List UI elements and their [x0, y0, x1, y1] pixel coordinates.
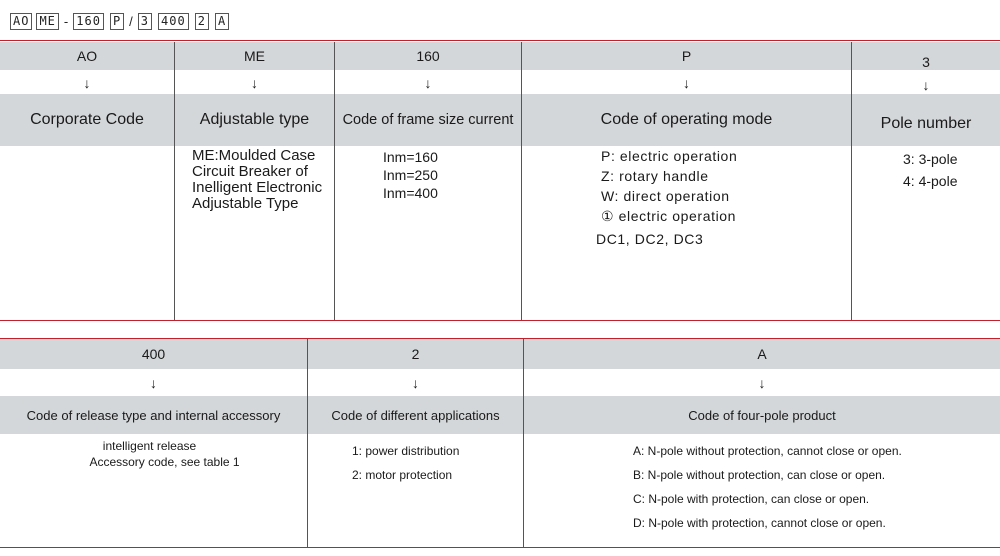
code-slash: /	[129, 13, 133, 29]
arrow-down-icon: ↓	[412, 375, 419, 391]
description-line: Circuit Breaker of	[192, 163, 308, 180]
adjustable-type-description	[192, 148, 322, 212]
column-divider	[307, 339, 308, 547]
list-item: B: N-pole without protection, can close or open.	[633, 468, 886, 482]
description-line: Inelligent Electronic	[192, 179, 323, 196]
code-cell-me: ME	[244, 48, 265, 64]
arrow-down-icon: ↓	[251, 75, 258, 91]
table2-bottom-rule	[0, 547, 1000, 548]
column-divider	[523, 339, 524, 547]
list-item: D: N-pole with protection, cannot close or open.	[633, 516, 886, 530]
heading-four-pole-product: Code of four-pole product	[688, 407, 836, 423]
code-segment-400: 400	[158, 13, 189, 30]
operating-mode-dc-line: DC1, DC2, DC3	[596, 231, 704, 247]
list-item: Z: rotary handle	[601, 168, 709, 184]
list-item: ① electric operation	[601, 208, 737, 224]
arrow-down-icon: ↓	[150, 375, 157, 391]
operating-mode-list	[601, 146, 737, 226]
description-line: Accessory code, see table 1	[89, 455, 240, 469]
release-type-description	[0, 438, 307, 470]
code-cell-3: 3	[922, 54, 930, 70]
arrow-down-icon: ↓	[683, 75, 690, 91]
list-item: P: electric operation	[601, 148, 738, 164]
frame-size-list	[383, 148, 438, 202]
description-line: ME:Moulded Case	[192, 147, 316, 164]
heading-pole-number: Pole number	[880, 115, 972, 132]
model-code-line	[10, 12, 229, 30]
four-pole-product-list	[633, 439, 902, 535]
arrow-down-icon: ↓	[424, 75, 432, 91]
table1-top-rule	[0, 40, 1000, 41]
code-cell-a: A	[757, 346, 767, 362]
list-item: Inm=250	[383, 167, 438, 183]
list-item: Inm=160	[383, 149, 438, 165]
code-segment-a: A	[215, 13, 229, 30]
code-segment-3: 3	[138, 13, 152, 30]
list-item: Inm=400	[383, 185, 438, 201]
heading-adjustable-type: Adjustable type	[199, 111, 310, 128]
applications-list	[352, 439, 459, 487]
arrow-down-icon: ↓	[922, 77, 930, 93]
arrow-down-icon: ↓	[758, 375, 766, 391]
code-cell-ao: AO	[76, 48, 98, 64]
heading-corporate-code: Corporate Code	[30, 111, 144, 128]
code-cell-2: 2	[411, 346, 420, 362]
list-item: W: direct operation	[601, 188, 730, 204]
list-item: 1: power distribution	[352, 444, 460, 458]
code-cell-160: 160	[416, 48, 440, 64]
list-item: 3: 3-pole	[903, 151, 958, 167]
heading-frame-size-current: Code of frame size current	[342, 112, 514, 128]
code-segment-ao: AO	[10, 13, 32, 30]
description-line: intelligent release	[102, 439, 197, 453]
list-item: 4: 4-pole	[903, 173, 958, 189]
list-item: C: N-pole with protection, can close or open.	[633, 492, 870, 506]
table1-bottom-rule	[0, 320, 1000, 321]
description-line: Adjustable Type	[192, 195, 299, 212]
arrow-down-icon: ↓	[83, 75, 91, 91]
code-cell-p: P	[681, 48, 692, 64]
heading-applications: Code of different applications	[331, 407, 500, 423]
code-segment-2: 2	[195, 13, 209, 30]
code-segment-me: ME	[36, 13, 58, 30]
list-item: 2: motor protection	[352, 468, 453, 482]
heading-release-type: Code of release type and internal accessory	[26, 407, 281, 423]
pole-number-list	[903, 148, 957, 192]
code-segment-160: 160	[73, 13, 104, 30]
code-dash: -	[63, 13, 69, 29]
list-item: A: N-pole without protection, cannot close or open.	[633, 444, 902, 458]
code-cell-400: 400	[141, 346, 166, 362]
heading-operating-mode: Code of operating mode	[600, 111, 773, 128]
code-segment-p: P	[110, 13, 124, 30]
